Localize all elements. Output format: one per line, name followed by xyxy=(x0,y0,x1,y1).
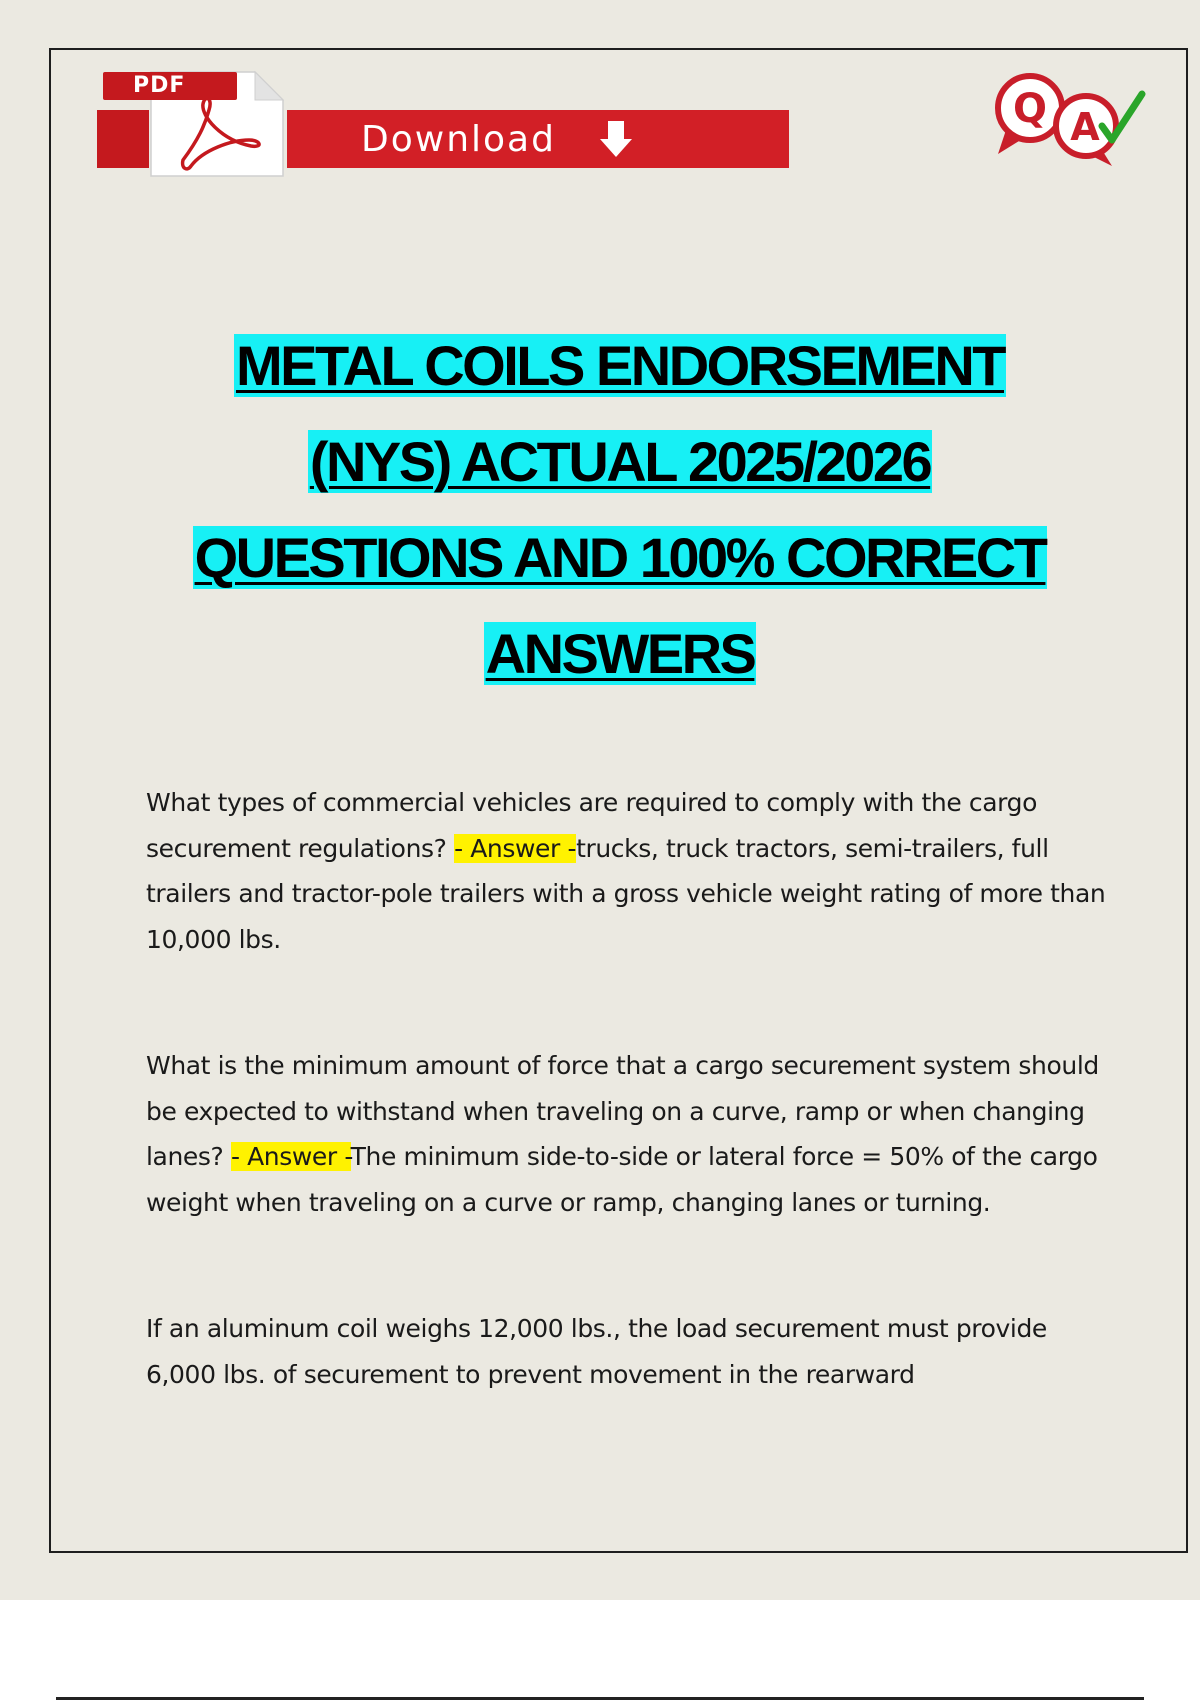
pdf-label: PDF xyxy=(103,72,237,100)
title-line: QUESTIONS AND 100% CORRECT xyxy=(194,526,1046,589)
banner-red-strip xyxy=(97,110,149,168)
qa-item xyxy=(146,780,1106,962)
answer-text: trucks, truck tractors, semi-trailers, full trailers and tractor-pole trailers with a gross vehicle weight rating of more than 10,000 lbs. xyxy=(146,833,1106,954)
question-text: What types of commercial vehicles are required to comply with the cargo securement regulations? xyxy=(146,788,1037,863)
title-line: ANSWERS xyxy=(485,622,755,685)
arrow-down-icon xyxy=(598,119,634,159)
document-title xyxy=(60,318,1180,702)
qa-item xyxy=(146,1043,1106,1225)
question-text: What is the minimum amount of force that a cargo securement system should be expected to withstand when traveling on a curve, ramp or when changing lanes? xyxy=(146,1051,1099,1171)
answer-text: The minimum side-to-side or lateral force = 50% of the cargo weight when traveling on a curve or ramp, changing lanes or turning. xyxy=(146,1142,1098,1217)
question-text: If an aluminum coil weighs 12,000 lbs., the load securement must provide 6,000 lbs. of securement to prevent movement in the rearward xyxy=(146,1314,1047,1389)
answer-marker: - Answer - xyxy=(454,833,577,863)
logo-a-letter: A xyxy=(1070,105,1100,149)
qa-item xyxy=(146,1306,1106,1397)
pdf-download-banner[interactable] xyxy=(97,70,797,180)
qa-list xyxy=(146,780,1106,1397)
download-label: Download xyxy=(361,118,556,160)
q-speech-bubble-icon xyxy=(998,76,1062,154)
logo-q-letter: Q xyxy=(1012,86,1048,132)
download-button[interactable] xyxy=(287,110,789,168)
answer-marker: - Answer - xyxy=(230,1142,351,1171)
qa-logo xyxy=(990,72,1160,168)
title-line: (NYS) ACTUAL 2025/2026 xyxy=(309,430,931,493)
title-line: METAL COILS ENDORSEMENT xyxy=(235,334,1004,397)
